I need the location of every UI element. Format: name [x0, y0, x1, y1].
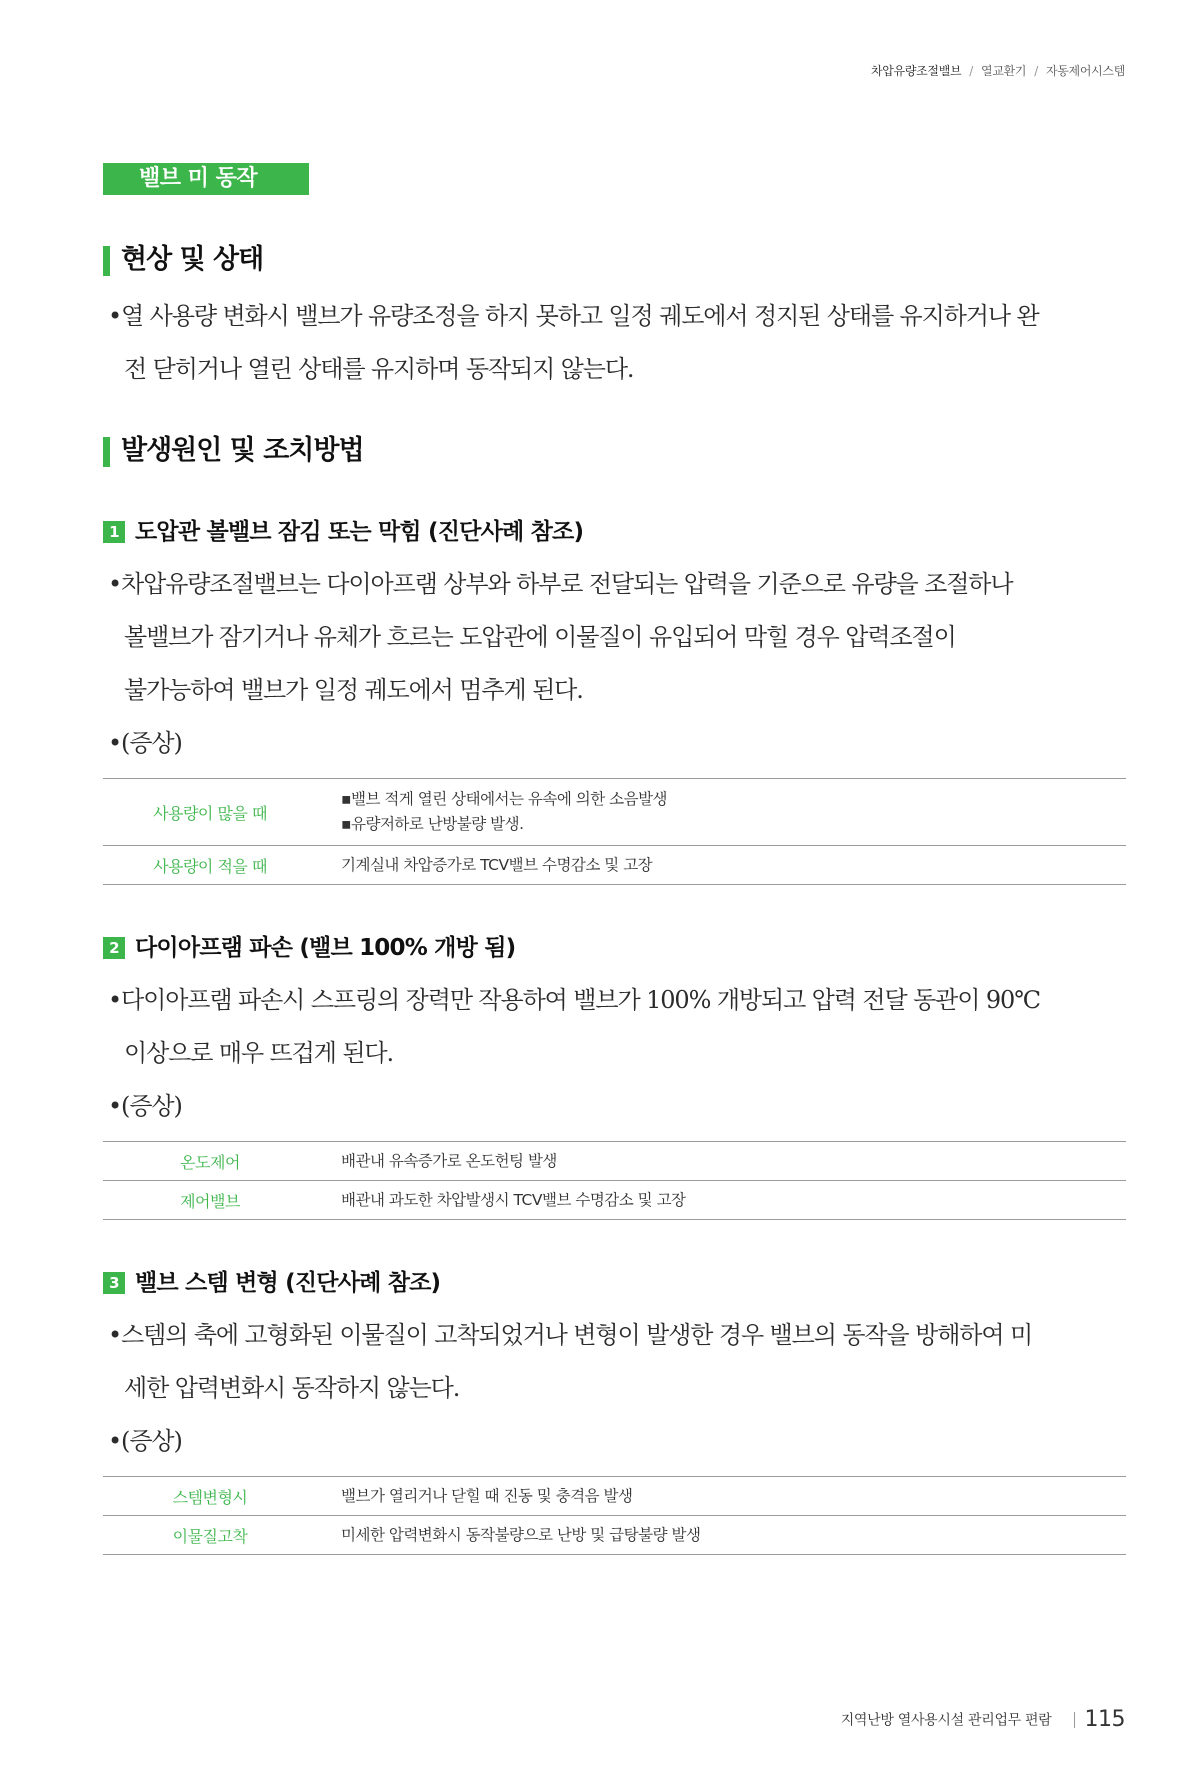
symptom-table-1: [103, 778, 1126, 885]
table-row-desc: [341, 1477, 1126, 1515]
item-1-text: [108, 558, 1128, 770]
symptom-table-2: [103, 1141, 1126, 1220]
item-number: 1: [103, 521, 125, 543]
symptom-table-3: [103, 1476, 1126, 1555]
section-heading-causes: [103, 433, 364, 469]
phenomenon-text: [108, 290, 1128, 396]
desc-line: ▪밸브 적게 열린 상태에서는 유속에 의한 소음발생: [341, 790, 668, 808]
item-number: 2: [103, 937, 125, 959]
section-heading-text: 현상 및 상태: [121, 244, 264, 275]
breadcrumb-separator: /: [1034, 64, 1038, 78]
table-row: [103, 1516, 1126, 1555]
section-heading-phenomenon: [103, 242, 263, 278]
desc-line: 기계실내 차압증가로 TCV밸브 수명감소 및 고장: [341, 855, 653, 874]
item-number: 3: [103, 1272, 125, 1294]
item-heading-2: [103, 933, 515, 963]
text-line: 이상으로 매우 뜨겁게 된다.: [124, 1039, 394, 1067]
table-row: [103, 846, 1126, 885]
text-line: 전 닫히거나 열린 상태를 유지하며 동작되지 않는다.: [124, 355, 634, 383]
table-row: [103, 1181, 1126, 1220]
desc-line: 배관내 과도한 차압발생시 TCV밸브 수명감소 및 고장: [341, 1190, 686, 1209]
topic-badge: 밸브 미 동작: [103, 163, 309, 195]
section-heading-text: 발생원인 및 조치방법: [121, 435, 364, 466]
text-line: •차압유량조절밸브는 다이아프램 상부와 하부로 전달되는 압력을 기준으로 유량을 조절하나: [108, 570, 1013, 598]
item-2-text: [108, 974, 1128, 1133]
table-row-label: 이물질고착: [103, 1516, 341, 1554]
text-line: •다이아프램 파손시 스프링의 장력만 작용하여 밸브가 100% 개방되고 압력 전달 동관이 90℃: [108, 986, 1040, 1014]
text-line: •(증상): [108, 1092, 182, 1120]
item-3-text: [108, 1309, 1128, 1468]
text-line: 불가능하여 밸브가 일정 궤도에서 멈추게 된다.: [124, 676, 583, 704]
table-row-label: 스템변형시: [103, 1477, 341, 1515]
item-heading-1: [103, 517, 583, 547]
table-row: [103, 1142, 1126, 1181]
desc-line: 미세한 압력변화시 동작불량으로 난방 및 급탕불량 발생: [341, 1525, 701, 1544]
table-row-desc: [341, 1142, 1126, 1180]
text-line: •(증상): [108, 1427, 182, 1455]
heading-bar: [103, 437, 110, 467]
desc-line: ▪유량저하로 난방불량 발생.: [341, 815, 524, 833]
footer-divider: [1074, 1712, 1075, 1728]
table-row-desc: [341, 1181, 1126, 1219]
breadcrumb-item: 열교환기: [981, 64, 1027, 78]
page-number: 115: [1084, 1707, 1125, 1732]
table-row-label: 사용량이 적을 때: [103, 846, 341, 884]
breadcrumb-item: 자동제어시스템: [1045, 64, 1125, 78]
table-row-desc: [341, 779, 1126, 845]
text-line: •스템의 축에 고형화된 이물질이 고착되었거나 변형이 발생한 경우 밸브의 동작을 방해하여 미: [108, 1321, 1033, 1349]
table-row-label: 온도제어: [103, 1142, 341, 1180]
item-title: 도압관 볼밸브 잠김 또는 막힘 (진단사례 참조): [135, 519, 584, 545]
item-title: 다이아프램 파손 (밸브 100% 개방 됨): [135, 935, 516, 961]
heading-bar: [103, 246, 110, 276]
footer-title: 지역난방 열사용시설 관리업무 편람: [840, 1712, 1052, 1729]
table-row: [103, 1477, 1126, 1516]
table-row-desc: [341, 1516, 1126, 1554]
breadcrumb-item: 차압유량조절밸브: [870, 64, 962, 78]
breadcrumb-separator: /: [969, 64, 974, 78]
table-row: [103, 779, 1126, 846]
table-row-desc: [341, 846, 1126, 884]
desc-line: 배관내 유속증가로 온도헌팅 발생: [341, 1151, 557, 1170]
text-line: 세한 압력변화시 동작하지 않는다.: [124, 1374, 460, 1402]
item-heading-3: [103, 1268, 440, 1298]
table-row-label: 사용량이 많을 때: [103, 779, 341, 845]
text-line: •열 사용량 변화시 밸브가 유량조정을 하지 못하고 일정 궤도에서 정지된 상태를 유지하거나 완: [108, 302, 1039, 330]
page-footer: [841, 1707, 1125, 1732]
table-row-label: 제어밸브: [103, 1181, 341, 1219]
text-line: •(증상): [108, 729, 182, 757]
breadcrumb: [871, 62, 1125, 79]
item-title: 밸브 스템 변형 (진단사례 참조): [135, 1270, 441, 1296]
text-line: 볼밸브가 잠기거나 유체가 흐르는 도압관에 이물질이 유입되어 막힐 경우 압력조절이: [124, 623, 956, 651]
desc-line: 밸브가 열리거나 닫힐 때 진동 및 충격음 발생: [341, 1486, 633, 1505]
